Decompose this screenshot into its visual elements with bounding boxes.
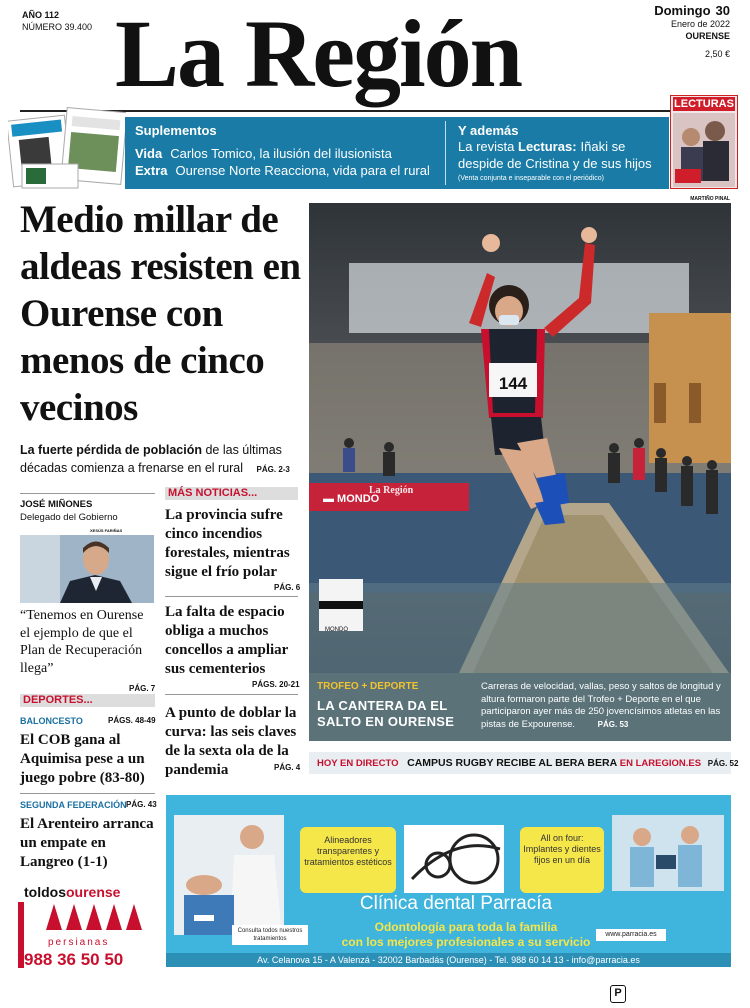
city: OURENSE (685, 31, 730, 41)
lead-subtitle (20, 441, 305, 479)
also-note: (Venta conjunta e inseparable con el periódico) (458, 175, 604, 182)
interview-quote[interactable]: “Tenemos en Ourense el ejemplo de que el Plan de Recuperación llega” (20, 608, 144, 676)
photo-credit: MARTIÑO PINAL (690, 196, 730, 202)
deportes-page-1: PÁGS. 48-49 (108, 716, 156, 725)
photo-body: Carreras de velocidad, vallas, peso y saltos de longitud y altura formaron parte del Trofeo + Deporte en el que participaron ayer más de 250 jovencísimos atletas en las pistas de Expourense. (481, 681, 721, 730)
deportes-header[interactable]: DEPORTES... (20, 694, 155, 707)
day: 30 (715, 3, 730, 18)
news-story-1[interactable]: La provincia sufre cinco incendios forestales, mientras sigue el frío polar (165, 507, 290, 580)
toldos-phone: 988 36 50 50 (24, 950, 124, 969)
ad-web[interactable]: www.parracia.es (596, 929, 666, 941)
masthead-meta-right (654, 5, 730, 60)
column-rule (165, 694, 298, 695)
bib-number: 144 (498, 374, 528, 393)
deportes-page-2: PÁG. 43 (126, 800, 157, 809)
also-line-2: despide de Cristina y de sus hijos (458, 156, 652, 171)
photo-text (481, 681, 725, 731)
supplements-title: Suplementos (135, 123, 217, 138)
news-page-3: PÁG. 4 (274, 763, 301, 772)
live-site: EN LAREGION.ES (619, 758, 702, 769)
masthead-rule (20, 110, 732, 112)
supplement-label: Extra (135, 163, 168, 178)
photo-page: PÁG. 53 (597, 719, 629, 729)
lecturas-magazine-thumbnail[interactable] (670, 95, 738, 189)
toldos-sub: persianas (48, 937, 110, 948)
column-rule (165, 596, 298, 597)
toldos-advertisement[interactable] (20, 882, 155, 970)
also-prefix: La revista (458, 139, 515, 154)
price: 2,50 € (704, 49, 730, 59)
year-value: 112 (44, 10, 60, 20)
toldos-name-1: toldos (24, 884, 66, 900)
live-bar[interactable] (309, 752, 739, 774)
masthead-meta-left (22, 9, 92, 33)
lead-page: PÁG. 2-3 (256, 465, 290, 474)
toldos-name-2: ourense (66, 884, 121, 900)
deportes-kicker-1: BALONCESTO (20, 716, 83, 726)
interview-photo[interactable] (20, 535, 154, 603)
news-story-3[interactable]: A punto de doblar la curva: las seis claves de la sexta ola de la pandemia (165, 705, 297, 778)
month-year: Enero de 2022 (670, 19, 730, 29)
news-story-2[interactable]: La falta de espacio obliga a muchos concellos a ampliar sus cementerios (165, 604, 289, 677)
ad-tagline-2: con los mejores profesionales a su servicio (341, 935, 591, 949)
supplement-text: Carlos Tomico, la ilusión del ilusionista (170, 146, 392, 161)
ad-consult: Consulta todos nuestros tratamientos (232, 925, 308, 945)
ad-box-implants: All on four: Implantes y dientes fijos en un día (520, 827, 604, 893)
also-bold: Lecturas: (518, 139, 577, 154)
clinic-advertisement[interactable] (166, 795, 731, 967)
also-line-1[interactable] (458, 139, 625, 154)
ad-clinic-name: Clínica dental Parracía (359, 893, 553, 914)
awning-icon (42, 902, 142, 934)
photo-kicker: TROFEO + DEPORTE (317, 681, 419, 692)
mas-noticias-header[interactable]: MÁS NOTICIAS... (165, 487, 298, 500)
supplements-thumbnail[interactable] (8, 104, 126, 190)
news-page-1: PÁG. 6 (274, 583, 301, 592)
live-label: HOY EN DIRECTO (317, 758, 399, 769)
tooth-logo-icon (404, 825, 504, 893)
photo-headline[interactable]: LA CANTERA DA EL SALTO EN OURENSE (317, 698, 455, 729)
lead-photo[interactable] (309, 203, 731, 673)
year-label: AÑO (22, 10, 42, 20)
lecturas-title: LECTURAS (674, 98, 734, 110)
interview-photo-credit: XESÚS FARIÑAS (90, 528, 123, 533)
mondo-label: MONDO (325, 627, 348, 633)
column-rule (20, 793, 155, 794)
news-page-2: PÁGS. 20-21 (252, 680, 300, 689)
supplements-band (125, 117, 669, 189)
supplement-vida[interactable] (135, 146, 392, 161)
live-page: PÁG. 52 (707, 759, 739, 768)
lead-sub-text: de las últimas décadas comienza a frenarse en el rural (20, 443, 282, 475)
supplement-extra[interactable] (135, 163, 430, 178)
supplement-text: Ourense Norte Reacciona, vida para el rural (175, 163, 430, 178)
ad-address: Av. Celanova 15 - A Valenzá - 32002 Barbadás (Ourense) - Tel. 988 60 14 13 - info@parracia.es (166, 953, 731, 967)
ad-box-aligners: Alineadores transparentes y tratamientos estéticos (300, 827, 396, 893)
column-rule (20, 493, 155, 494)
lead-sub-bold: La fuerte pérdida de población (20, 443, 202, 457)
banner-text: La Región (369, 485, 414, 496)
deportes-story-1[interactable]: El COB gana al Aquimisa pese a un juego pobre (83-80) (20, 732, 145, 786)
also-title: Y además (458, 123, 519, 138)
live-text: CAMPUS RUGBY RECIBE AL BERA BERA (407, 757, 618, 769)
deportes-story-2[interactable]: El Arenteiro arranca un empate en Langreo (1-1) (20, 816, 154, 870)
interview-page: PÁG. 7 (129, 684, 156, 693)
interview-role: Delegado del Gobierno (20, 512, 118, 523)
lead-headline[interactable]: Medio millar de aldeas resisten en Ourense con menos de cinco vecinos (20, 198, 301, 429)
press-logo-icon: P (610, 985, 626, 1003)
weekday: Domingo (654, 3, 711, 18)
photo-caption (309, 673, 731, 741)
band-separator (445, 121, 446, 185)
interview-name: JOSÉ MIÑONES (20, 499, 93, 510)
toldos-name (24, 884, 120, 900)
svg-text:▬ MONDO: ▬ MONDO (323, 493, 380, 505)
issue-number: NÚMERO 39.400 (22, 22, 93, 32)
also-text-1: Iñaki se (580, 139, 626, 154)
deportes-kicker-2: SEGUNDA FEDERACIÓN (20, 800, 127, 810)
supplement-label: Vida (135, 146, 163, 161)
newspaper-logo[interactable]: La Región (115, 0, 522, 107)
ad-tagline-1: Odontología para toda la familia (374, 920, 558, 934)
